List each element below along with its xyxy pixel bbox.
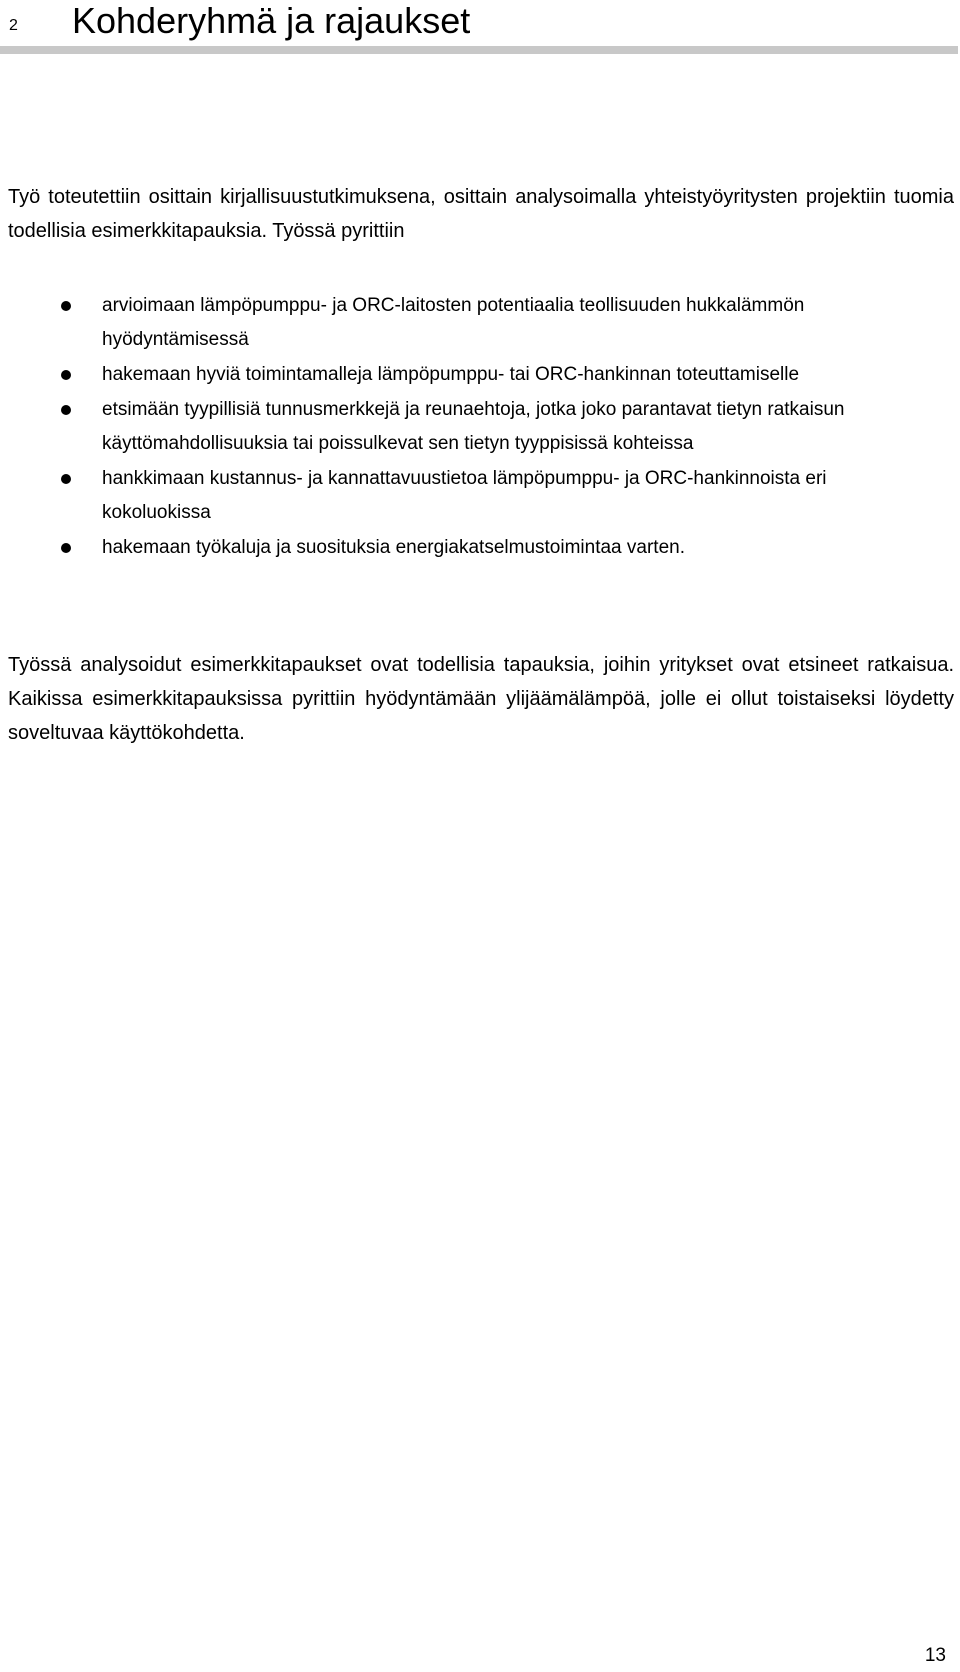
list-item bbox=[0, 289, 958, 357]
list-item-text: hakemaan hyviä toimintamalleja lämpöpumppu- tai ORC-hankinnan toteuttamiselle bbox=[102, 364, 800, 385]
bullet-icon bbox=[61, 301, 71, 311]
bullet-icon bbox=[61, 370, 71, 380]
section-heading bbox=[0, 0, 958, 44]
list-item-text: etsimään tyypillisiä tunnusmerkkejä ja reunaehtoja, jotka joko parantavat tietyn ratkaisun käyttömahdollisuuksia tai poissulkevat sen tietyn tyyppisissä kohteissa bbox=[102, 399, 845, 454]
list-item-text: hankkimaan kustannus- ja kannattavuustietoa lämpöpumppu- ja ORC-hankinnoista eri kokoluokissa bbox=[102, 468, 827, 523]
heading-underline bbox=[0, 46, 958, 54]
page-number: 13 bbox=[924, 1645, 946, 1666]
objectives-list bbox=[0, 289, 958, 566]
conclusion-paragraph: Työssä analysoidut esimerkkitapaukset ovat todellisia tapauksia, joihin yritykset ovat etsineet ratkaisua. Kaikissa esimerkkitapauksissa pyrittiin hyödyntämään ylijäämälämpöä, jolle ei ollut toistaiseksi löydetty soveltuvaa käyttökohdetta. bbox=[8, 654, 954, 744]
section-number: 2 bbox=[9, 17, 18, 34]
bullet-icon bbox=[61, 405, 71, 415]
list-item-text: arvioimaan lämpöpumppu- ja ORC-laitosten potentiaalia teollisuuden hukkalämmön hyödyntämisessä bbox=[102, 295, 805, 350]
section-title: Kohderyhmä ja rajaukset bbox=[72, 0, 471, 41]
intro-paragraph: Työ toteutettiin osittain kirjallisuustutkimuksena, osittain analysoimalla yhteistyöyritysten projektiin tuomia todellisia esimerkkitapauksia. Työssä pyrittiin bbox=[8, 186, 954, 242]
list-item bbox=[0, 358, 958, 392]
bullet-icon bbox=[61, 474, 71, 484]
list-item-text: hakemaan työkaluja ja suosituksia energiakatselmustoimintaa varten. bbox=[102, 537, 685, 558]
list-item bbox=[0, 393, 958, 461]
list-item bbox=[0, 531, 958, 565]
list-item bbox=[0, 462, 958, 530]
bullet-icon bbox=[61, 543, 71, 553]
